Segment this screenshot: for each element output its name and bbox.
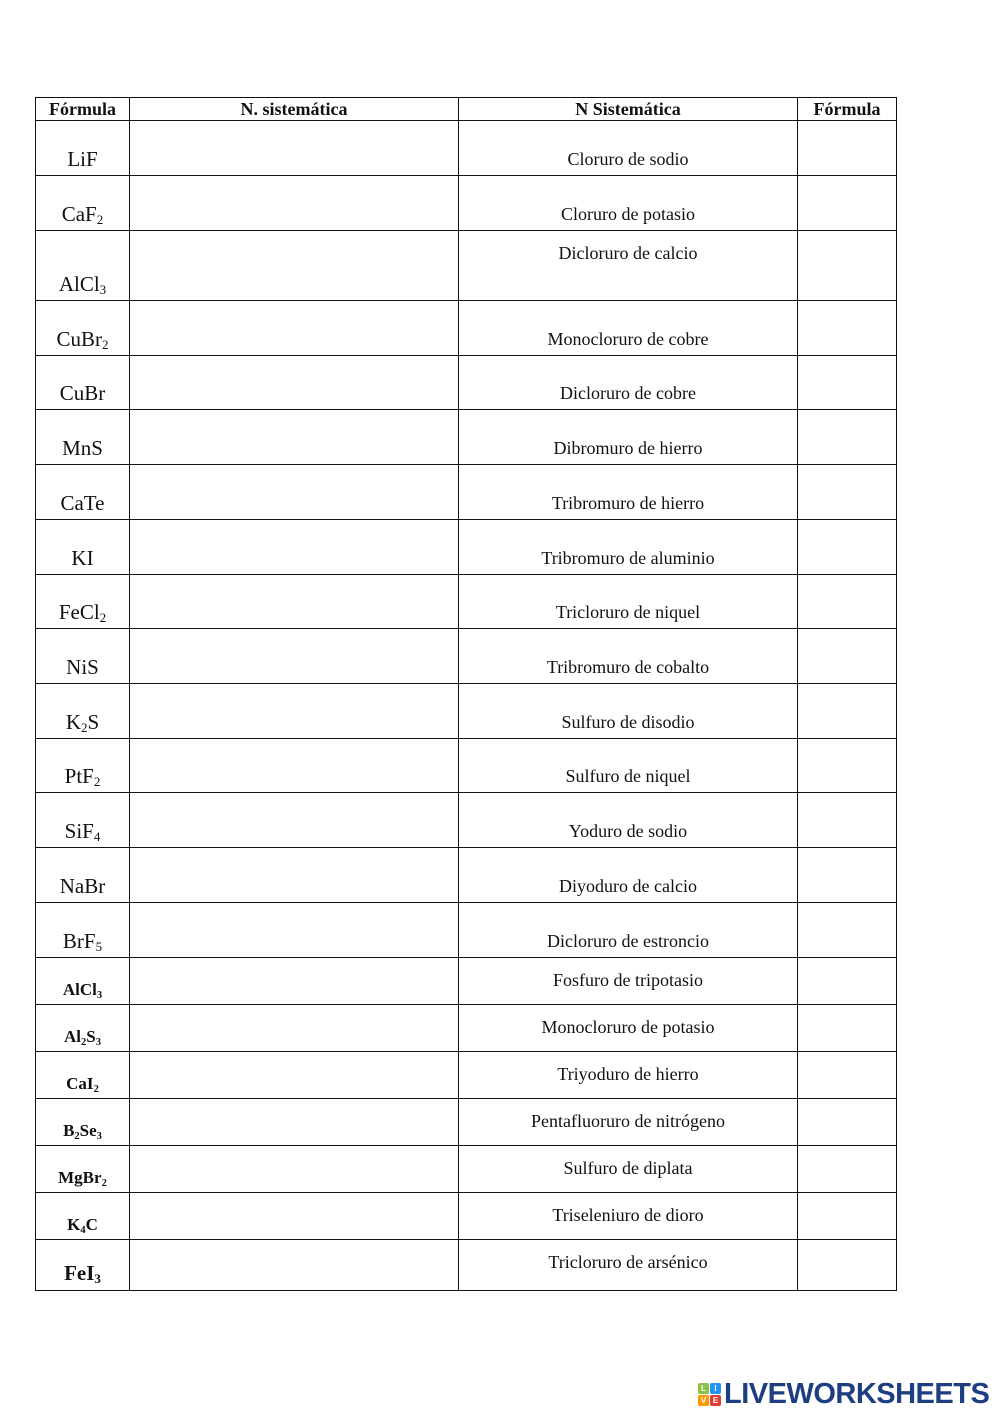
table-row xyxy=(36,121,897,176)
formula-text: LiF xyxy=(67,147,98,171)
formula-subscript: 3 xyxy=(95,1036,101,1048)
formula-text: AlCl xyxy=(62,980,97,999)
formula-subscript: 3 xyxy=(96,989,103,1001)
systematic-name-cell: Dibromuro de hierro xyxy=(459,410,798,465)
systematic-name-cell: Cloruro de potasio xyxy=(459,176,798,231)
systematic-name-cell: Tribromuro de cobalto xyxy=(459,629,798,684)
formula-answer-field[interactable] xyxy=(798,793,897,848)
logo-letter-block: V xyxy=(698,1395,709,1406)
formula-cell xyxy=(36,520,130,575)
table-row xyxy=(36,465,897,520)
header-systematic-name-2: N Sistemática xyxy=(459,98,798,121)
formula-text: KI xyxy=(71,546,94,570)
formula-answer-field[interactable] xyxy=(798,903,897,958)
formula-subscript: 3 xyxy=(94,1271,101,1287)
formula-cell xyxy=(36,465,130,520)
formula-answer-field[interactable] xyxy=(798,356,897,410)
formula-subscript: 2 xyxy=(96,212,104,228)
systematic-name-answer-field[interactable] xyxy=(130,231,459,301)
formula-cell xyxy=(36,1146,130,1193)
formula-text: B xyxy=(63,1121,75,1140)
formula-text: K xyxy=(65,710,81,734)
systematic-name-cell: Sulfuro de diplata xyxy=(459,1146,798,1193)
systematic-name-cell: Tricloruro de niquel xyxy=(459,575,798,629)
systematic-name-cell: Dicloruro de estroncio xyxy=(459,903,798,958)
formula-answer-field[interactable] xyxy=(798,1052,897,1099)
formula-subscript: 2 xyxy=(93,774,101,790)
logo-letter-block: E xyxy=(710,1395,721,1406)
logo-letter-block: I xyxy=(710,1383,721,1394)
liveworksheets-logo xyxy=(698,1378,989,1411)
systematic-name-answer-field[interactable] xyxy=(130,1099,459,1146)
formula-subscript: 2 xyxy=(93,1083,99,1095)
table-row xyxy=(36,793,897,848)
formula-text: CaI xyxy=(66,1074,94,1093)
formula-answer-field[interactable] xyxy=(798,958,897,1005)
systematic-name-answer-field[interactable] xyxy=(130,684,459,739)
systematic-name-answer-field[interactable] xyxy=(130,410,459,465)
formula-answer-field[interactable] xyxy=(798,848,897,903)
systematic-name-answer-field[interactable] xyxy=(130,1146,459,1193)
formula-subscript: 2 xyxy=(101,1177,107,1189)
header-formula: Fórmula xyxy=(36,98,130,121)
formula-answer-field[interactable] xyxy=(798,1005,897,1052)
formula-answer-field[interactable] xyxy=(798,410,897,465)
formula-cell xyxy=(36,1240,130,1291)
formula-answer-field[interactable] xyxy=(798,1240,897,1291)
systematic-name-answer-field[interactable] xyxy=(130,301,459,356)
formula-answer-field[interactable] xyxy=(798,1193,897,1240)
formula-cell xyxy=(36,958,130,1005)
systematic-name-answer-field[interactable] xyxy=(130,520,459,575)
table-row xyxy=(36,231,897,301)
formula-text: NaBr xyxy=(59,874,106,898)
systematic-name-answer-field[interactable] xyxy=(130,958,459,1005)
formula-text: S xyxy=(87,710,100,734)
formula-text: CuBr xyxy=(59,381,106,405)
formula-answer-field[interactable] xyxy=(798,575,897,629)
table-row xyxy=(36,356,897,410)
systematic-name-answer-field[interactable] xyxy=(130,1005,459,1052)
table-row xyxy=(36,848,897,903)
systematic-name-answer-field[interactable] xyxy=(130,121,459,176)
table-row xyxy=(36,739,897,793)
table-row xyxy=(36,520,897,575)
table-row xyxy=(36,301,897,356)
systematic-name-answer-field[interactable] xyxy=(130,848,459,903)
systematic-name-answer-field[interactable] xyxy=(130,465,459,520)
table-row xyxy=(36,575,897,629)
formula-cell xyxy=(36,1052,130,1099)
logo-letter-block: L xyxy=(698,1383,709,1394)
formula-cell xyxy=(36,1099,130,1146)
formula-text: MgBr xyxy=(58,1168,102,1187)
formula-answer-field[interactable] xyxy=(798,301,897,356)
formula-answer-field[interactable] xyxy=(798,121,897,176)
formula-answer-field[interactable] xyxy=(798,684,897,739)
formula-answer-field[interactable] xyxy=(798,1099,897,1146)
formula-cell xyxy=(36,848,130,903)
header-row xyxy=(36,98,897,121)
formula-cell xyxy=(36,575,130,629)
formula-text: NiS xyxy=(66,655,99,679)
formula-text: CaTe xyxy=(60,491,105,515)
formula-text: CuBr xyxy=(56,327,102,351)
systematic-name-answer-field[interactable] xyxy=(130,575,459,629)
formula-text: FeCl xyxy=(58,600,100,624)
formula-cell xyxy=(36,629,130,684)
systematic-name-cell: Sulfuro de disodio xyxy=(459,684,798,739)
formula-subscript: 3 xyxy=(96,1130,102,1142)
formula-cell xyxy=(36,1005,130,1052)
systematic-name-cell: Dicloruro de cobre xyxy=(459,356,798,410)
header-systematic-name: N. sistemática xyxy=(130,98,459,121)
formula-subscript: 3 xyxy=(99,282,107,298)
systematic-name-answer-field[interactable] xyxy=(130,629,459,684)
formula-text: FeI xyxy=(64,1261,95,1285)
systematic-name-cell: Fosfuro de tripotasio xyxy=(459,958,798,1005)
formula-text: PtF xyxy=(64,764,94,788)
header-formula-2: Fórmula xyxy=(798,98,897,121)
table-row xyxy=(36,176,897,231)
formula-cell xyxy=(36,1193,130,1240)
formula-cell xyxy=(36,793,130,848)
formula-subscript: 4 xyxy=(80,1224,86,1236)
formula-answer-field[interactable] xyxy=(798,520,897,575)
table-row xyxy=(36,1146,897,1193)
table-row xyxy=(36,629,897,684)
formula-text: K xyxy=(67,1215,81,1234)
formula-subscript: 2 xyxy=(80,720,88,736)
formula-answer-field[interactable] xyxy=(798,176,897,231)
systematic-name-cell: Tricloruro de arsénico xyxy=(459,1240,798,1291)
table-row xyxy=(36,1052,897,1099)
table-row xyxy=(36,410,897,465)
table-row xyxy=(36,1005,897,1052)
logo-blocks-icon xyxy=(698,1383,721,1406)
formula-subscript: 2 xyxy=(74,1130,80,1142)
systematic-name-answer-field[interactable] xyxy=(130,739,459,793)
formula-text: C xyxy=(85,1215,98,1234)
formula-answer-field[interactable] xyxy=(798,1146,897,1193)
formula-text: CaF xyxy=(61,202,97,226)
formula-subscript: 2 xyxy=(102,337,109,353)
formula-text: MnS xyxy=(62,436,103,460)
formula-text: S xyxy=(86,1027,96,1046)
table-row xyxy=(36,1193,897,1240)
formula-text: Se xyxy=(79,1121,97,1140)
formula-text: Al xyxy=(64,1027,81,1046)
formula-cell xyxy=(36,739,130,793)
systematic-name-answer-field[interactable] xyxy=(130,793,459,848)
formula-cell xyxy=(36,903,130,958)
systematic-name-cell: Tribromuro de aluminio xyxy=(459,520,798,575)
formula-text: AlCl xyxy=(58,272,100,296)
formula-subscript: 4 xyxy=(93,829,101,845)
systematic-name-answer-field[interactable] xyxy=(130,176,459,231)
systematic-name-answer-field[interactable] xyxy=(130,1052,459,1099)
formula-answer-field[interactable] xyxy=(798,629,897,684)
table-row xyxy=(36,684,897,739)
table-row xyxy=(36,1240,897,1291)
systematic-name-cell: Yoduro de sodio xyxy=(459,793,798,848)
systematic-name-answer-field[interactable] xyxy=(130,903,459,958)
nomenclature-table xyxy=(35,97,897,1291)
systematic-name-answer-field[interactable] xyxy=(130,1193,459,1240)
formula-subscript: 2 xyxy=(81,1036,87,1048)
systematic-name-answer-field[interactable] xyxy=(130,1240,459,1291)
systematic-name-cell: Sulfuro de niquel xyxy=(459,739,798,793)
systematic-name-cell: Monocloruro de cobre xyxy=(459,301,798,356)
systematic-name-cell: Tribromuro de hierro xyxy=(459,465,798,520)
formula-cell xyxy=(36,301,130,356)
systematic-name-cell: Pentafluoruro de nitrógeno xyxy=(459,1099,798,1146)
formula-answer-field[interactable] xyxy=(798,739,897,793)
formula-answer-field[interactable] xyxy=(798,465,897,520)
table-row xyxy=(36,958,897,1005)
systematic-name-cell: Triseleniuro de dioro xyxy=(459,1193,798,1240)
formula-text: BrF xyxy=(62,929,96,953)
formula-cell xyxy=(36,356,130,410)
formula-answer-field[interactable] xyxy=(798,231,897,301)
systematic-name-answer-field[interactable] xyxy=(130,356,459,410)
formula-cell xyxy=(36,231,130,301)
formula-cell xyxy=(36,121,130,176)
formula-subscript: 5 xyxy=(95,939,103,955)
formula-text: SiF xyxy=(64,819,94,843)
systematic-name-cell: Triyoduro de hierro xyxy=(459,1052,798,1099)
logo-text: LIVEWORKSHEETS xyxy=(724,1378,990,1410)
formula-cell xyxy=(36,176,130,231)
systematic-name-cell: Monocloruro de potasio xyxy=(459,1005,798,1052)
table-row xyxy=(36,1099,897,1146)
formula-cell xyxy=(36,684,130,739)
table-row xyxy=(36,903,897,958)
systematic-name-cell: Dicloruro de calcio xyxy=(459,231,798,301)
formula-cell xyxy=(36,410,130,465)
systematic-name-cell: Diyoduro de calcio xyxy=(459,848,798,903)
formula-subscript: 2 xyxy=(99,610,107,626)
systematic-name-cell: Cloruro de sodio xyxy=(459,121,798,176)
